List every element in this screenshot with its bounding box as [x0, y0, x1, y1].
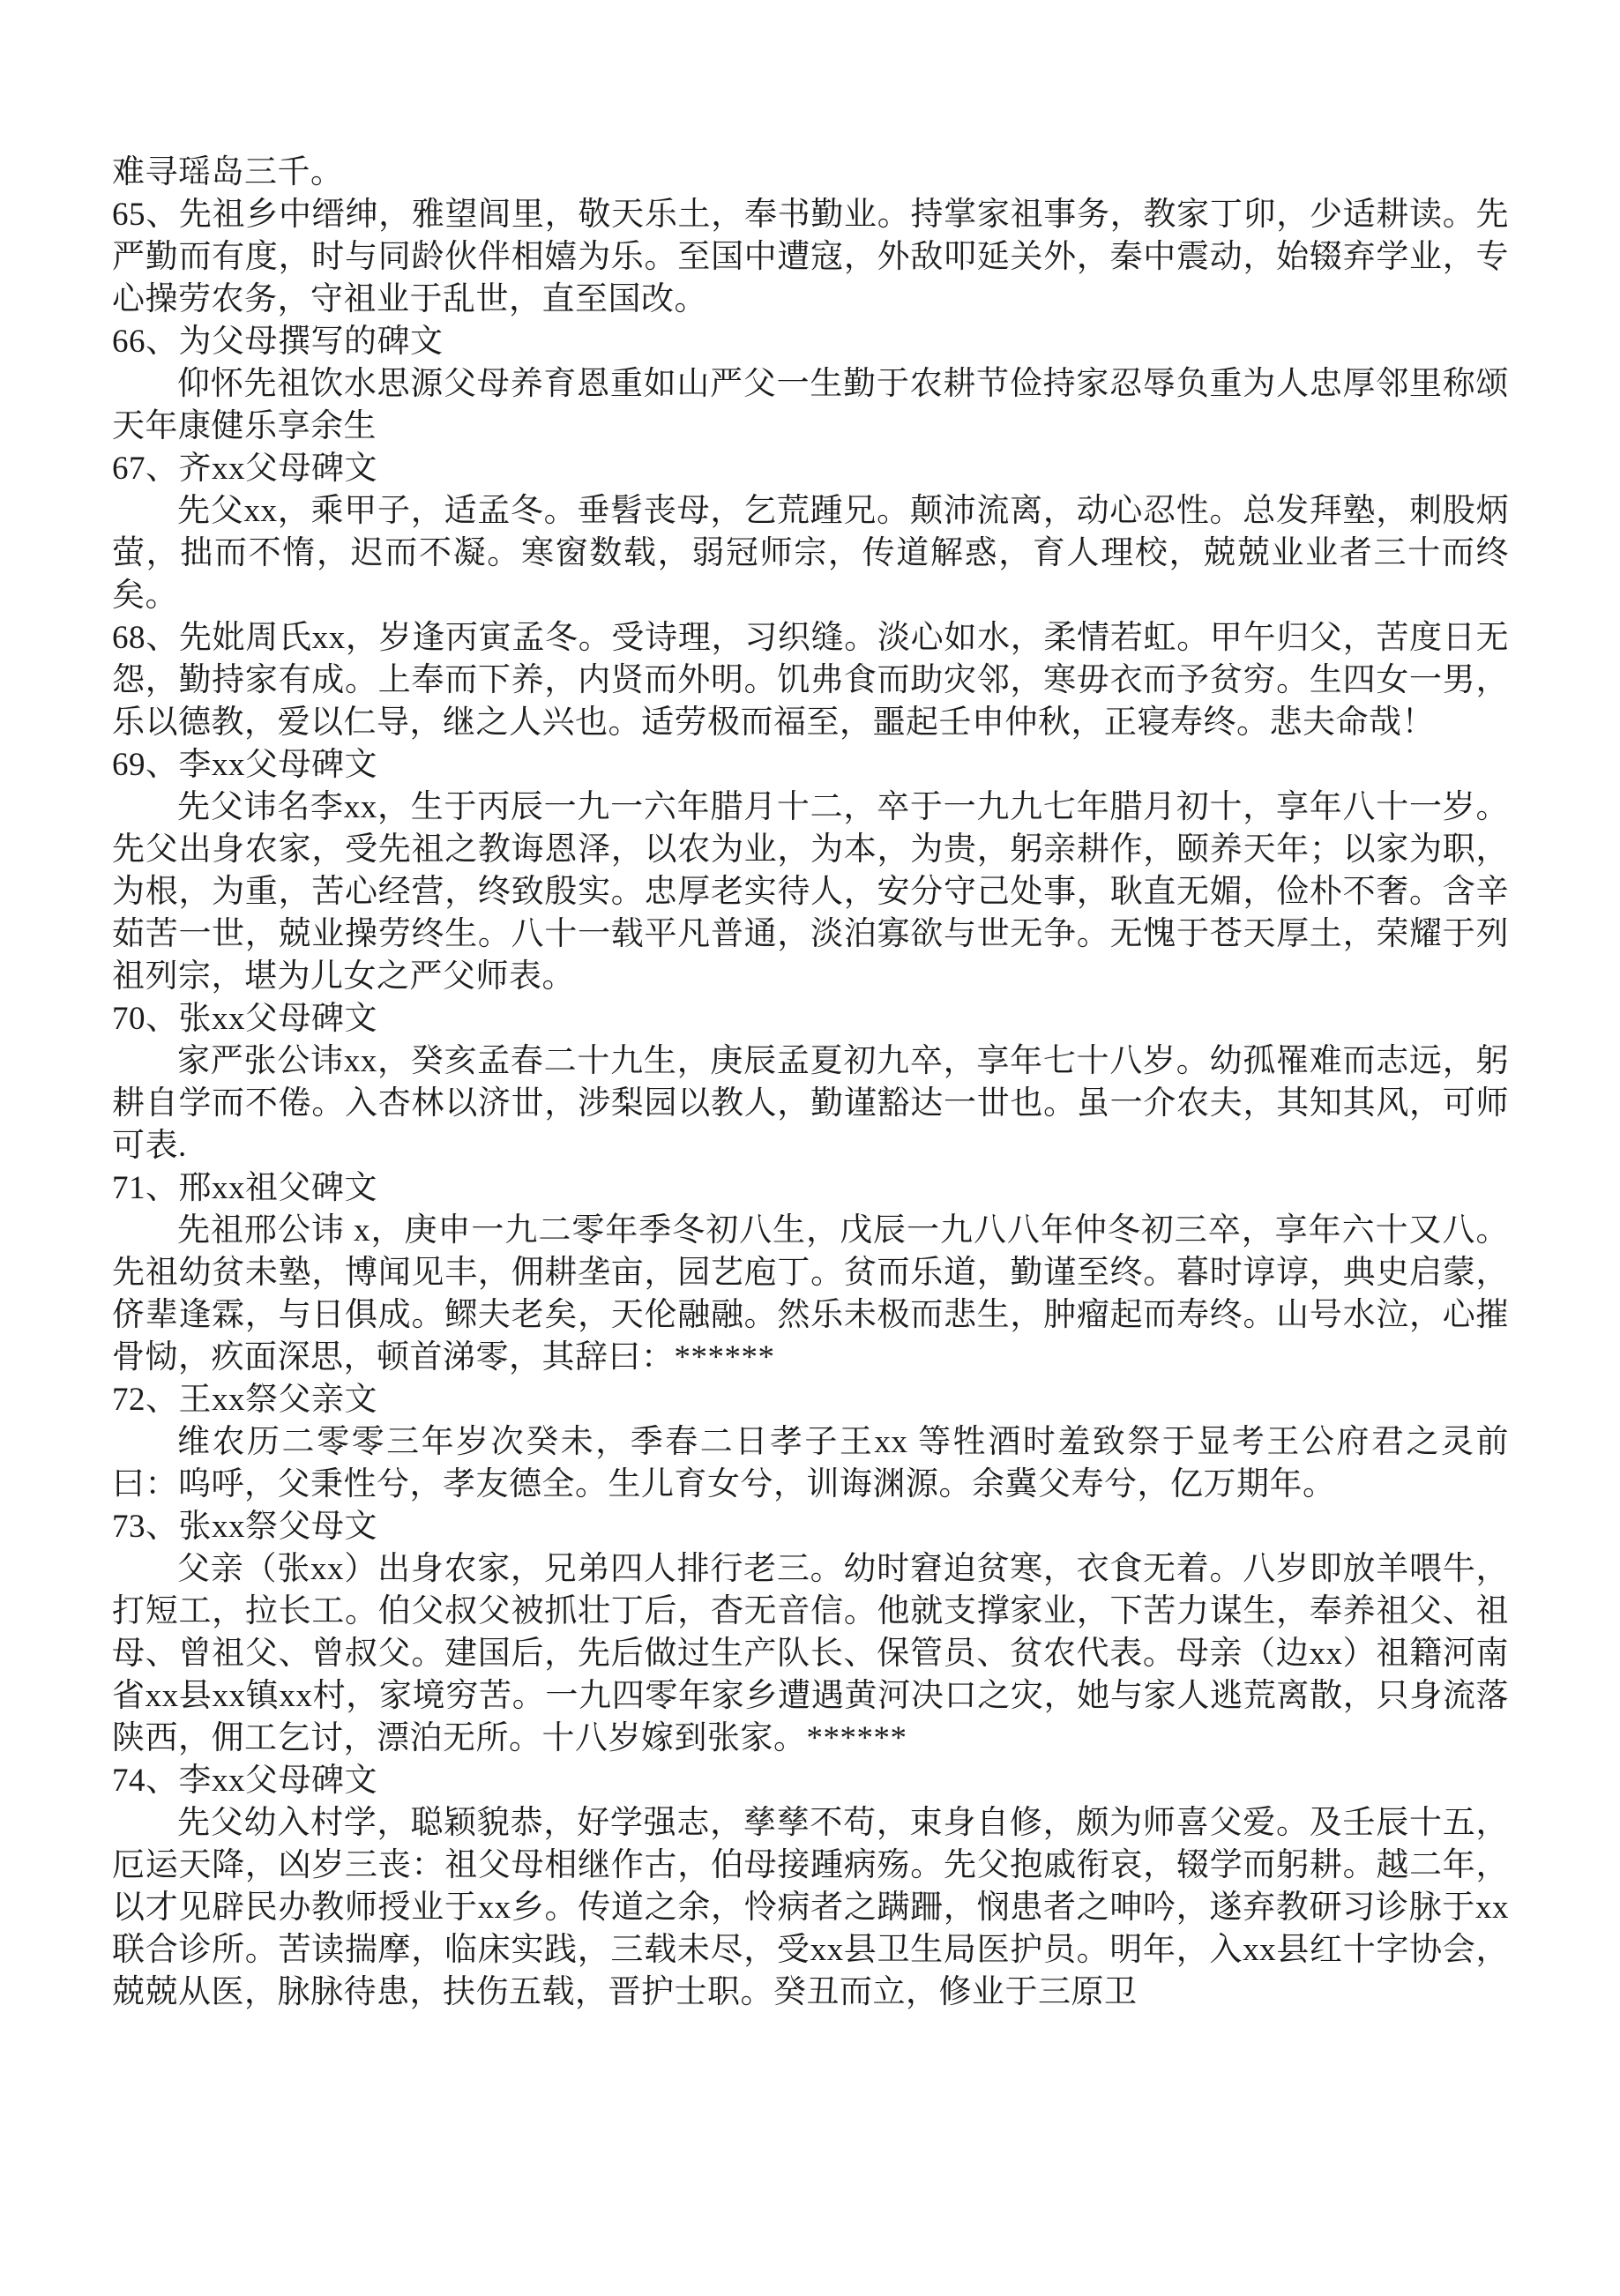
- paragraph-item-67-title: 67、齐xx父母碑文: [112, 451, 377, 487]
- paragraph-continuation: 难寻瑶岛三千。: [112, 154, 344, 190]
- paragraph-item-74-title: 74、李xx父母碑文: [112, 1763, 377, 1799]
- paragraph-item-73-title: 73、张xx祭父母文: [112, 1509, 377, 1545]
- paragraph-item-72-title: 72、王xx祭父亲文: [112, 1382, 377, 1418]
- document-body: [112, 152, 1509, 2014]
- paragraph-item-69-title: 69、李xx父母碑文: [112, 747, 377, 783]
- paragraph-item-67-body: 先父xx，乘甲子，适孟冬。垂髫丧母，乞荒踵兄。颠沛流离，动心忍性。总发拜塾，刺股炳萤，拙而不惰，迟而不凝。寒窗数载，弱冠师宗，传道解惑，育人理校，兢兢业业者三十而终矣。: [112, 493, 1509, 614]
- paragraph-item-66-body: 仰怀先祖饮水思源父母养育恩重如山严父一生勤于农耕节俭持家忍辱负重为人忠厚邻里称颂天年康健乐享余生: [112, 366, 1509, 444]
- paragraph-item-66-title: 66、为父母撰写的碑文: [112, 324, 444, 360]
- paragraph-item-74-body: 先父幼入村学，聪颖貌恭，好学强志，孳孳不苟，束身自修，颇为师喜父爱。及壬辰十五，厄运天降，凶岁三丧：祖父母相继作古，伯母接踵病殇。先父抱戚衔哀，辍学而躬耕。越二年，以才见辟民办教师授业于xx乡。传道之余，怜病者之蹒跚，悯患者之呻吟，遂弃教研习诊脉于xx联合诊所。苦读揣摩，临床实践，三载未尽，受xx县卫生局医护员。明年，入xx县红十字协会，兢兢从医，脉脉待患，扶伤五载，晋护士职。癸丑而立，修业于三原卫: [112, 1805, 1509, 2010]
- paragraph-item-70-title: 70、张xx父母碑文: [112, 1001, 377, 1037]
- paragraph-item-70-body: 家严张公讳xx，癸亥孟春二十九生，庚辰孟夏初九卒，享年七十八岁。幼孤罹难而志远，躬耕自学而不倦。入杏林以济丗，涉梨园以教人，勤谨豁达一丗也。虽一介农夫，其知其风，可师可表.: [112, 1043, 1509, 1164]
- paragraph-item-71-title: 71、邢xx祖父碑文: [112, 1170, 377, 1206]
- paragraph-item-71-body: 先祖邢公讳 x，庚申一九二零年季冬初八生，戊辰一九八八年仲冬初三卒，享年六十又八。先祖幼贫未塾，博闻见丰，佣耕垄亩，园艺庖丁。贫而乐道，勤谨至终。暮时谆谆，典史启蒙，侪辈逢霖，与日俱成。鳏夫老矣，天伦融融。然乐未极而悲生，肿瘤起而寿终。山号水泣，心摧骨恸，疚面深思，顿首涕零，其辞曰：******: [112, 1212, 1509, 1375]
- paragraph-item-65: 65、先祖乡中缙绅，雅望闾里，敬天乐土，奉书勤业。持掌家祖事务，教家丁卯，少适耕读。先严勤而有度，时与同龄伙伴相嬉为乐。至国中遭寇，外敌叩延关外，秦中震动，始辍弃学业，专心操劳农务，守祖业于乱世，直至国改。: [112, 197, 1509, 317]
- paragraph-item-69-body: 先父讳名李xx，生于丙辰一九一六年腊月十二，卒于一九九七年腊月初十，享年八十一岁。先父出身农家，受先祖之教诲恩泽，以农为业，为本，为贵，躬亲耕作，颐养天年；以家为职，为根，为重，苦心经营，终致殷实。忠厚老实待人，安分守己处事，耿直无媚，俭朴不奢。含辛茹苦一世，兢业操劳终生。八十一载平凡普通，淡泊寡欲与世无争。无愧于苍天厚土，荣耀于列祖列宗，堪为儿女之严父师表。: [112, 789, 1509, 995]
- paragraph-item-73-body: 父亲（张xx）出身农家，兄弟四人排行老三。幼时窘迫贫寒，衣食无着。八岁即放羊喂牛，打短工，拉长工。伯父叔父被抓壮丁后，杳无音信。他就支撑家业，下苦力谋生，奉养祖父、祖母、曾祖父、曾叔父。建国后，先后做过生产队长、保管员、贫农代表。母亲（边xx）祖籍河南省xx县xx镇xx村，家境穷苦。一九四零年家乡遭遇黄河决口之灾，她与家人逃荒离散，只身流落陕西，佣工乞讨，漂泊无所。十八岁嫁到张家。******: [112, 1551, 1509, 1756]
- paragraph-item-68: 68、先妣周氏xx，岁逢丙寅孟冬。受诗理，习织缝。淡心如水，柔情若虹。甲午归父，苦度日无怨，勤持家有成。上奉而下养，内贤而外明。饥弗食而助灾邻，寒毋衣而予贫穷。生四女一男，乐以德教，爱以仁导，继之人兴也。适劳极而福至，噩起壬申仲秋，正寝寿终。悲夫命哉！: [112, 620, 1509, 741]
- paragraph-item-72-body: 维农历二零零三年岁次癸未，季春二日孝子王xx 等牲酒时羞致祭于显考王公府君之灵前曰：呜呼，父秉性兮，孝友德全。生儿育女兮，训诲渊源。余冀父寿兮，亿万期年。: [112, 1424, 1509, 1502]
